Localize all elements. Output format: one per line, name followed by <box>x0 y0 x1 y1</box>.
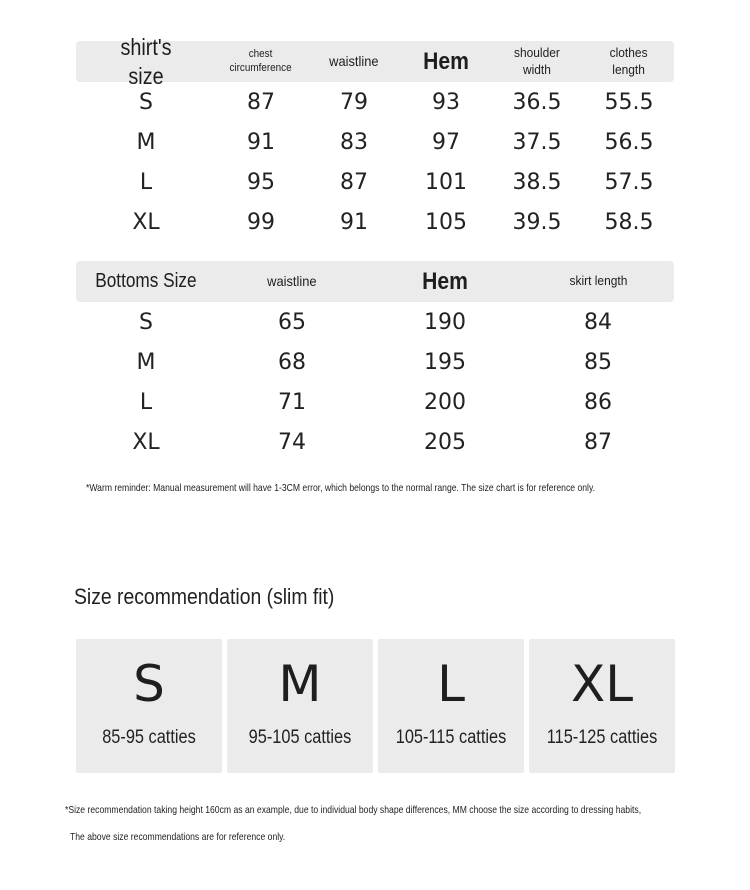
size-cell: M <box>136 349 156 375</box>
waistline-cell: 83 <box>340 129 368 155</box>
waistline-cell: 87 <box>340 169 368 195</box>
size-cell: L <box>139 389 153 415</box>
shoulder-cell: 38.5 <box>512 169 562 195</box>
waistline-cell: 71 <box>278 389 306 415</box>
size-cell: XL <box>132 209 160 235</box>
card-weight-range: 95-105 catties <box>248 727 352 748</box>
length-cell: 55.5 <box>604 89 654 115</box>
waistline-cell: 91 <box>340 209 368 235</box>
table-row <box>76 82 674 122</box>
skirt-length-cell: 84 <box>584 309 612 335</box>
waistline-cell: 65 <box>278 309 306 335</box>
recommendation-note-line2: The above size recommendations are for reference only. <box>70 831 286 843</box>
shoulder-width-header: shoulder width <box>514 45 560 77</box>
clothes-length-header: clothes length <box>610 45 648 77</box>
hem-header: Hem <box>422 267 468 295</box>
recommendation-note-line1: *Size recommendation taking height 160cm as an example, due to individual body shape differences, MM choose the size according to dressing habits, <box>65 804 642 816</box>
table-row <box>76 162 674 202</box>
table-row <box>76 382 674 422</box>
shoulder-cell: 39.5 <box>512 209 562 235</box>
size-cell: M <box>136 129 156 155</box>
hem-cell: 105 <box>425 209 467 235</box>
bottoms-size-table <box>76 261 674 462</box>
size-cell: S <box>139 89 153 115</box>
length-cell: 56.5 <box>604 129 654 155</box>
hem-header: Hem <box>423 47 469 75</box>
waistline-header: waistline <box>267 272 317 289</box>
warm-reminder-note: *Warm reminder: Manual measurement will have 1-3CM error, which belongs to the normal range. The size chart is for reference only. <box>86 482 596 494</box>
skirt-length-cell: 85 <box>584 349 612 375</box>
chest-cell: 99 <box>247 209 275 235</box>
size-card-l <box>378 639 524 773</box>
shoulder-cell: 36.5 <box>512 89 562 115</box>
size-recommendation-title: Size recommendation (slim fit) <box>74 584 335 609</box>
card-weight-range: 105-115 catties <box>395 727 507 748</box>
shoulder-cell: 37.5 <box>512 129 562 155</box>
chest-cell: 91 <box>247 129 275 155</box>
chest-circumference-header: chest circumference <box>229 47 293 74</box>
waistline-cell: 68 <box>278 349 306 375</box>
hem-cell: 93 <box>432 89 460 115</box>
size-card-m <box>227 639 373 773</box>
table-row <box>76 422 674 462</box>
skirt-length-header: skirt length <box>569 273 627 289</box>
size-card-xl <box>529 639 675 773</box>
length-cell: 58.5 <box>604 209 654 235</box>
length-cell: 57.5 <box>604 169 654 195</box>
shirt-table-header <box>76 33 674 89</box>
table-row <box>76 202 674 242</box>
card-size-letter: XL <box>570 655 634 713</box>
table-row <box>76 342 674 382</box>
hem-cell: 101 <box>425 169 467 195</box>
bottoms-size-header: Bottoms Size <box>95 270 197 292</box>
card-size-letter: M <box>278 655 322 713</box>
card-size-letter: S <box>133 655 165 713</box>
size-cell: S <box>139 309 153 335</box>
skirt-length-cell: 87 <box>584 429 612 455</box>
chest-cell: 95 <box>247 169 275 195</box>
size-card-s <box>76 639 222 773</box>
card-size-letter: L <box>437 655 465 713</box>
waistline-header: waistline <box>329 52 379 69</box>
size-cell: L <box>139 169 153 195</box>
hem-cell: 195 <box>424 349 466 375</box>
skirt-length-cell: 86 <box>584 389 612 415</box>
hem-cell: 190 <box>424 309 466 335</box>
bottoms-table-header <box>76 261 674 302</box>
shirt-size-header: shirt's size <box>120 33 172 89</box>
waistline-cell: 79 <box>340 89 368 115</box>
hem-cell: 97 <box>432 129 460 155</box>
waistline-cell: 74 <box>278 429 306 455</box>
table-row <box>76 122 674 162</box>
chest-cell: 87 <box>247 89 275 115</box>
card-weight-range: 85-95 catties <box>102 727 196 748</box>
shirt-size-table <box>76 33 674 242</box>
card-weight-range: 115-125 catties <box>546 727 658 748</box>
table-row <box>76 302 674 342</box>
hem-cell: 200 <box>424 389 466 415</box>
size-cell: XL <box>132 429 160 455</box>
hem-cell: 205 <box>424 429 466 455</box>
